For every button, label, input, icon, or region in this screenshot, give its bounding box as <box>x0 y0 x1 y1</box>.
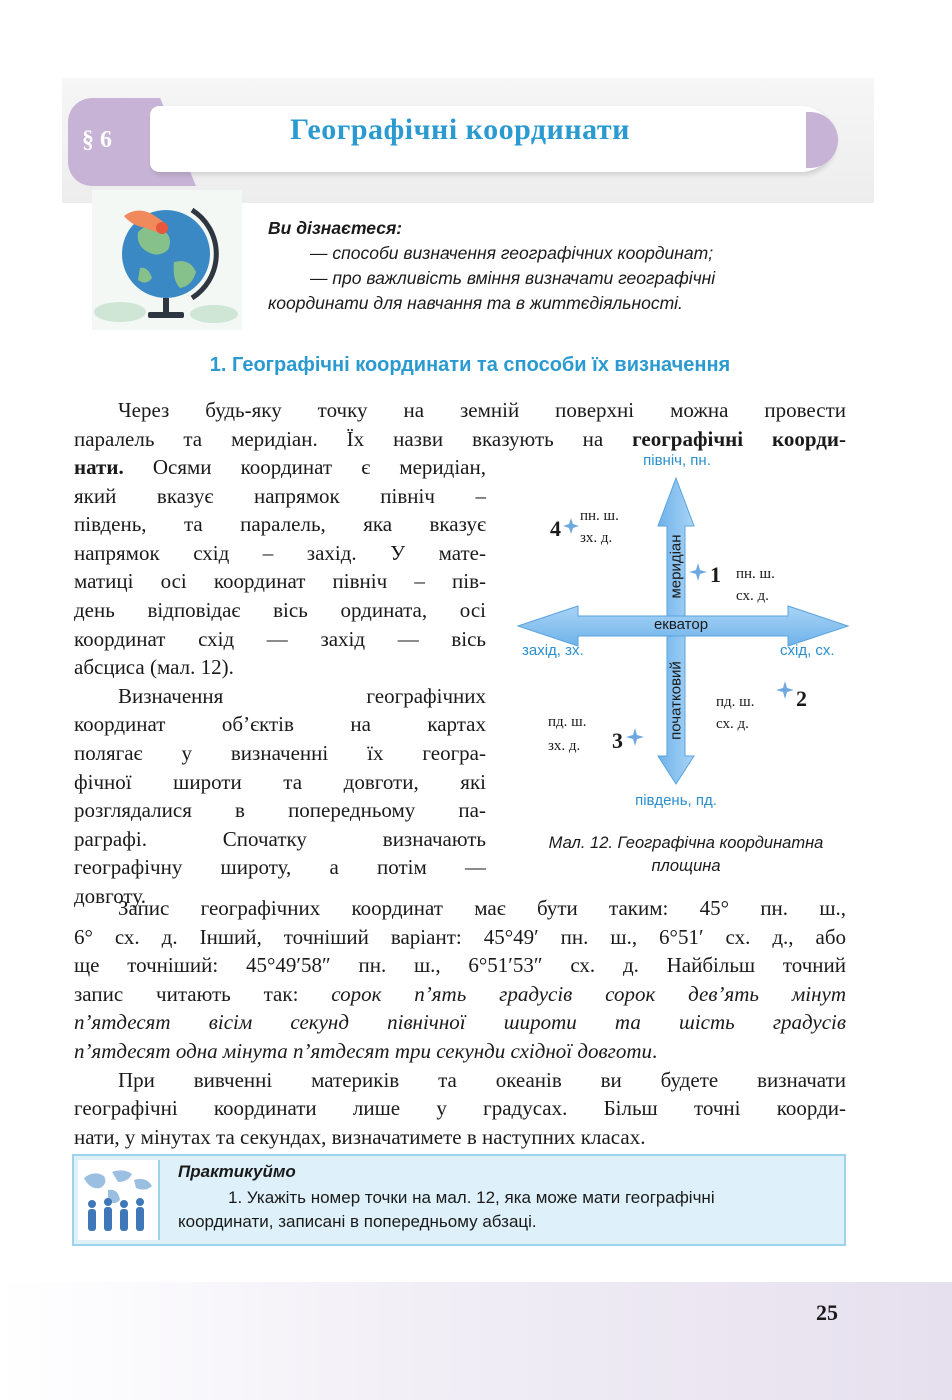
text-span: паралель та меридіан. Їх назви вказують на <box>74 426 633 451</box>
practice-title: Практикуймо <box>178 1162 296 1181</box>
text-line: координат об’єктів на картах <box>74 712 486 737</box>
text-line: географічну широту, а потім — <box>74 855 486 880</box>
globe-illustration <box>92 190 242 330</box>
term-bold: географічні коорди- <box>632 426 846 451</box>
point-lon-2: сх. д. <box>716 716 749 732</box>
text-line: Визначення географічних <box>118 683 486 708</box>
text-span: . <box>651 1038 658 1063</box>
text-line: координат схід — захід — вісь <box>74 626 486 651</box>
text-line: 6° сх. д. Інший, точніший варіант: 45°49′ пн. ш., 6°51′ сх. д., або <box>74 924 846 949</box>
text-line: Запис географічних координат має бути таким: 45° пн. ш., <box>118 896 846 920</box>
text-line: абсциса (мал. 12). <box>74 655 234 680</box>
point-star-4 <box>563 518 579 534</box>
point-lon-1: сх. д. <box>736 588 769 604</box>
text-line: ще точніший: 45°49′58″ пн. ш., 6°51′53″ сх. д. Найбільш точний <box>74 953 846 978</box>
figure-caption-line: Мал. 12. Географічна координатна <box>548 834 824 852</box>
text-line <box>74 980 846 1009</box>
text-italic: п’ятдесят вісім секунд північної широти та шість градусів <box>74 1010 846 1035</box>
text-line: матиці осі координат північ – пів- <box>74 569 486 594</box>
east-label: схід, сх. <box>780 642 835 659</box>
prime-meridian-label: початковий <box>667 661 685 740</box>
point-lat-1: пн. ш. <box>736 566 775 582</box>
section-subheading: 1. Географічні координати та способи їх визначення <box>209 354 731 376</box>
text-italic: сорок п’ять градусів сорок дев’ять мінут <box>331 981 846 1006</box>
practice-task-line: 1. Укажіть номер точки на мал. 12, яка може мати географічні <box>228 1188 715 1207</box>
point-number-3: 3 <box>612 728 623 753</box>
text-line: При вивченні материків та океанів ви будете визначати <box>118 1067 846 1092</box>
text-line: географічні координати лише у градусах. Більш точні коорди- <box>74 1096 846 1121</box>
point-lon-4: зх. д. <box>580 530 613 546</box>
paragraph-1-column <box>74 453 486 911</box>
text-span: Осями координат є меридіан, <box>123 455 486 479</box>
text-line <box>74 1008 846 1037</box>
point-number-2: 2 <box>796 686 807 711</box>
text-line <box>74 453 486 482</box>
point-star-1 <box>689 563 707 581</box>
point-lat-3: пд. ш. <box>548 714 587 730</box>
paragraph-3 <box>74 894 846 1151</box>
text-line: полягає у визначенні їх геогра- <box>74 740 486 765</box>
text-line: напрямок схід – захід. У мате- <box>74 540 486 565</box>
text-line: розглядалися в попередньому па- <box>74 798 486 823</box>
equator-label: екватор <box>653 616 709 633</box>
point-star-3 <box>626 728 644 746</box>
practice-task-line: координати, записані в попередньому абзаці. <box>178 1212 537 1231</box>
page-number: 25 <box>816 1300 838 1325</box>
point-lat-2: пд. ш. <box>716 694 755 710</box>
figure-caption-line: площина <box>651 857 721 875</box>
text-line: Через будь-яку точку на земній поверхні можна провести <box>118 398 846 422</box>
people-map-icon <box>78 1160 160 1240</box>
meridian-label: меридіан <box>667 534 685 599</box>
text-italic: п’ятдесят одна мінута п’ятдесят три секунди східної довготи <box>74 1038 652 1063</box>
text-line: який вказує напрямок північ – <box>74 483 486 508</box>
text-line: південь, та паралель, яка вказує <box>74 512 486 537</box>
text-line: довготу. <box>74 883 146 908</box>
point-number-1: 1 <box>710 562 721 587</box>
text-line <box>74 1037 846 1066</box>
learning-goals <box>268 216 848 316</box>
figure-caption <box>508 832 864 878</box>
north-label: північ, пн. <box>643 452 711 469</box>
text-line: день відповідає вісь ордината, осі <box>74 597 486 622</box>
text-span: запис читають так: <box>74 981 332 1006</box>
text-line: раграфі. Спочатку визначають <box>74 826 486 851</box>
practice-task <box>178 1186 836 1234</box>
west-label: захід, зх. <box>522 642 584 659</box>
learning-goals-lead: Ви дізнаєтеся: <box>268 218 403 238</box>
page-footer-band <box>0 1282 952 1400</box>
paragraph-1-top <box>74 396 846 453</box>
coordinate-plane-figure <box>512 448 860 822</box>
point-number-4: 4 <box>550 516 561 541</box>
south-label: південь, пд. <box>635 792 717 809</box>
text-line: нати, у мінутах та секундах, визначатимете в наступних класах. <box>74 1124 646 1149</box>
point-star-2 <box>776 681 794 699</box>
point-lon-3: зх. д. <box>548 738 581 754</box>
text-line: фічної широти та довготи, які <box>74 769 486 794</box>
learning-goal-item: — про важливість вміння визначати географічні <box>310 268 716 288</box>
term-bold: нати. <box>74 455 124 479</box>
page-title: Географічні координати <box>290 113 630 146</box>
practice-box <box>72 1154 846 1246</box>
learning-goal-item: — способи визначення географічних координат; <box>310 243 714 263</box>
point-lat-4: пн. ш. <box>580 508 619 524</box>
learning-goal-item-cont: координати для навчання та в життєдіяльності. <box>268 293 683 313</box>
section-number: § 6 <box>82 127 112 153</box>
